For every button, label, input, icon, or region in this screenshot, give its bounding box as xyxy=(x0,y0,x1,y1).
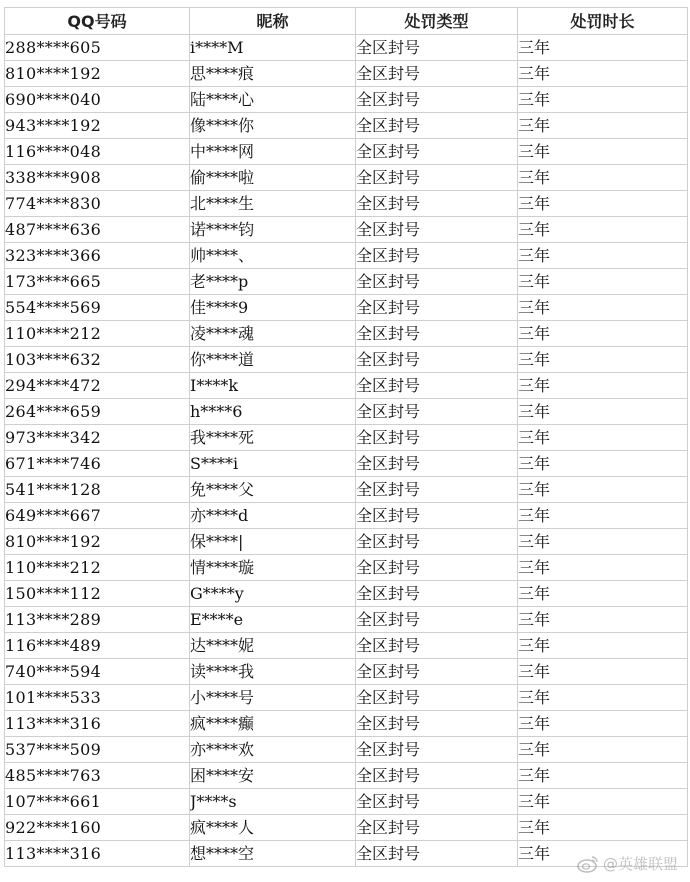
qq-number-cell: 485****763 xyxy=(5,763,190,789)
qq-number-cell: 537****509 xyxy=(5,737,190,763)
table-row xyxy=(5,789,688,815)
table-row xyxy=(5,659,688,685)
nickname-cell: i****M xyxy=(190,35,356,61)
penalty-duration-cell: 三年 xyxy=(518,35,688,61)
penalty-type-cell: 全区封号 xyxy=(356,815,518,841)
nickname-cell: J****s xyxy=(190,789,356,815)
penalty-type-cell: 全区封号 xyxy=(356,789,518,815)
table-row xyxy=(5,113,688,139)
table-row xyxy=(5,815,688,841)
penalty-duration-cell: 三年 xyxy=(518,269,688,295)
penalty-duration-cell: 三年 xyxy=(518,295,688,321)
nickname-cell: 读****我 xyxy=(190,659,356,685)
nickname-cell: 疯****癫 xyxy=(190,711,356,737)
nickname-cell: 免****父 xyxy=(190,477,356,503)
qq-number-cell: 150****112 xyxy=(5,581,190,607)
qq-number-cell: 173****665 xyxy=(5,269,190,295)
nickname-cell: 保****| xyxy=(190,529,356,555)
nickname-cell: 陆****心 xyxy=(190,87,356,113)
penalty-duration-cell: 三年 xyxy=(518,685,688,711)
nickname-cell: 佳****9 xyxy=(190,295,356,321)
penalty-duration-cell: 三年 xyxy=(518,451,688,477)
qq-number-cell: 671****746 xyxy=(5,451,190,477)
nickname-cell: 困****安 xyxy=(190,763,356,789)
nickname-cell: 北****生 xyxy=(190,191,356,217)
penalty-duration-cell: 三年 xyxy=(518,789,688,815)
nickname-cell: I****k xyxy=(190,373,356,399)
nickname-cell: G****y xyxy=(190,581,356,607)
table-row xyxy=(5,399,688,425)
qq-number-cell: 113****316 xyxy=(5,841,190,867)
column-header-nickname: 昵称 xyxy=(190,8,356,35)
nickname-cell: 情****璇 xyxy=(190,555,356,581)
qq-number-cell: 101****533 xyxy=(5,685,190,711)
penalty-type-cell: 全区封号 xyxy=(356,347,518,373)
table-row xyxy=(5,555,688,581)
qq-number-cell: 113****316 xyxy=(5,711,190,737)
table-row xyxy=(5,87,688,113)
penalty-duration-cell: 三年 xyxy=(518,477,688,503)
penalty-table xyxy=(4,7,688,867)
nickname-cell: 你****道 xyxy=(190,347,356,373)
penalty-type-cell: 全区封号 xyxy=(356,451,518,477)
nickname-cell: 老****p xyxy=(190,269,356,295)
qq-number-cell: 973****342 xyxy=(5,425,190,451)
penalty-duration-cell: 三年 xyxy=(518,347,688,373)
table-row xyxy=(5,477,688,503)
penalty-duration-cell: 三年 xyxy=(518,581,688,607)
penalty-duration-cell: 三年 xyxy=(518,191,688,217)
nickname-cell: 像****你 xyxy=(190,113,356,139)
table-row xyxy=(5,61,688,87)
penalty-duration-cell: 三年 xyxy=(518,217,688,243)
penalty-type-cell: 全区封号 xyxy=(356,399,518,425)
penalty-duration-cell: 三年 xyxy=(518,555,688,581)
penalty-type-cell: 全区封号 xyxy=(356,477,518,503)
nickname-cell: 偷****啦 xyxy=(190,165,356,191)
penalty-type-cell: 全区封号 xyxy=(356,607,518,633)
table-row xyxy=(5,607,688,633)
penalty-duration-cell: 三年 xyxy=(518,399,688,425)
qq-number-cell: 774****830 xyxy=(5,191,190,217)
watermark-text: @英雄联盟 xyxy=(602,855,678,873)
penalty-duration-cell: 三年 xyxy=(518,633,688,659)
penalty-duration-cell: 三年 xyxy=(518,763,688,789)
penalty-duration-cell: 三年 xyxy=(518,841,688,867)
header-row xyxy=(5,8,688,35)
nickname-cell: E****e xyxy=(190,607,356,633)
qq-number-cell: 943****192 xyxy=(5,113,190,139)
table-row xyxy=(5,763,688,789)
table-row xyxy=(5,633,688,659)
table-row xyxy=(5,737,688,763)
qq-number-cell: 113****289 xyxy=(5,607,190,633)
penalty-duration-cell: 三年 xyxy=(518,607,688,633)
nickname-cell: 亦****d xyxy=(190,503,356,529)
penalty-type-cell: 全区封号 xyxy=(356,555,518,581)
penalty-list-sheet xyxy=(4,7,687,867)
penalty-type-cell: 全区封号 xyxy=(356,711,518,737)
qq-number-cell: 338****908 xyxy=(5,165,190,191)
qq-number-cell: 740****594 xyxy=(5,659,190,685)
qq-number-cell: 323****366 xyxy=(5,243,190,269)
nickname-cell: 思****痕 xyxy=(190,61,356,87)
penalty-duration-cell: 三年 xyxy=(518,737,688,763)
penalty-type-cell: 全区封号 xyxy=(356,685,518,711)
penalty-duration-cell: 三年 xyxy=(518,321,688,347)
nickname-cell: 我****死 xyxy=(190,425,356,451)
table-row xyxy=(5,841,688,867)
nickname-cell: 小****号 xyxy=(190,685,356,711)
penalty-duration-cell: 三年 xyxy=(518,139,688,165)
table-row xyxy=(5,191,688,217)
table-row xyxy=(5,165,688,191)
nickname-cell: 想****空 xyxy=(190,841,356,867)
penalty-type-cell: 全区封号 xyxy=(356,191,518,217)
qq-number-cell: 294****472 xyxy=(5,373,190,399)
table-row xyxy=(5,581,688,607)
qq-number-cell: 110****212 xyxy=(5,555,190,581)
qq-number-cell: 107****661 xyxy=(5,789,190,815)
penalty-duration-cell: 三年 xyxy=(518,425,688,451)
nickname-cell: 亦****欢 xyxy=(190,737,356,763)
nickname-cell: 疯****人 xyxy=(190,815,356,841)
qq-number-cell: 922****160 xyxy=(5,815,190,841)
column-header-penalty-duration: 处罚时长 xyxy=(518,8,688,35)
nickname-cell: 帅****、 xyxy=(190,243,356,269)
table-header xyxy=(5,8,688,35)
table-row xyxy=(5,503,688,529)
qq-number-cell: 116****489 xyxy=(5,633,190,659)
penalty-type-cell: 全区封号 xyxy=(356,113,518,139)
penalty-type-cell: 全区封号 xyxy=(356,139,518,165)
table-row xyxy=(5,295,688,321)
penalty-duration-cell: 三年 xyxy=(518,659,688,685)
nickname-cell: h****6 xyxy=(190,399,356,425)
table-row xyxy=(5,685,688,711)
nickname-cell: S****i xyxy=(190,451,356,477)
qq-number-cell: 487****636 xyxy=(5,217,190,243)
table-row xyxy=(5,243,688,269)
column-header-qq: QQ号码 xyxy=(5,8,190,35)
penalty-type-cell: 全区封号 xyxy=(356,269,518,295)
penalty-type-cell: 全区封号 xyxy=(356,165,518,191)
table-row xyxy=(5,451,688,477)
table-body xyxy=(5,35,688,867)
nickname-cell: 凌****魂 xyxy=(190,321,356,347)
table-row xyxy=(5,425,688,451)
penalty-duration-cell: 三年 xyxy=(518,165,688,191)
penalty-type-cell: 全区封号 xyxy=(356,295,518,321)
penalty-type-cell: 全区封号 xyxy=(356,61,518,87)
qq-number-cell: 690****040 xyxy=(5,87,190,113)
penalty-duration-cell: 三年 xyxy=(518,243,688,269)
penalty-duration-cell: 三年 xyxy=(518,503,688,529)
penalty-type-cell: 全区封号 xyxy=(356,321,518,347)
qq-number-cell: 554****569 xyxy=(5,295,190,321)
column-header-penalty-type: 处罚类型 xyxy=(356,8,518,35)
qq-number-cell: 810****192 xyxy=(5,529,190,555)
penalty-type-cell: 全区封号 xyxy=(356,87,518,113)
penalty-duration-cell: 三年 xyxy=(518,373,688,399)
table-row xyxy=(5,711,688,737)
penalty-type-cell: 全区封号 xyxy=(356,581,518,607)
penalty-duration-cell: 三年 xyxy=(518,87,688,113)
penalty-type-cell: 全区封号 xyxy=(356,659,518,685)
qq-number-cell: 103****632 xyxy=(5,347,190,373)
penalty-type-cell: 全区封号 xyxy=(356,529,518,555)
nickname-cell: 中****网 xyxy=(190,139,356,165)
qq-number-cell: 264****659 xyxy=(5,399,190,425)
penalty-duration-cell: 三年 xyxy=(518,529,688,555)
table-row xyxy=(5,217,688,243)
penalty-type-cell: 全区封号 xyxy=(356,373,518,399)
qq-number-cell: 110****212 xyxy=(5,321,190,347)
penalty-type-cell: 全区封号 xyxy=(356,737,518,763)
nickname-cell: 诺****钧 xyxy=(190,217,356,243)
table-row xyxy=(5,321,688,347)
penalty-type-cell: 全区封号 xyxy=(356,503,518,529)
penalty-type-cell: 全区封号 xyxy=(356,425,518,451)
table-row xyxy=(5,269,688,295)
penalty-type-cell: 全区封号 xyxy=(356,841,518,867)
penalty-type-cell: 全区封号 xyxy=(356,243,518,269)
penalty-type-cell: 全区封号 xyxy=(356,35,518,61)
qq-number-cell: 541****128 xyxy=(5,477,190,503)
table-row xyxy=(5,35,688,61)
qq-number-cell: 116****048 xyxy=(5,139,190,165)
penalty-type-cell: 全区封号 xyxy=(356,217,518,243)
table-row xyxy=(5,529,688,555)
penalty-type-cell: 全区封号 xyxy=(356,763,518,789)
table-row xyxy=(5,373,688,399)
table-row xyxy=(5,347,688,373)
penalty-duration-cell: 三年 xyxy=(518,711,688,737)
penalty-type-cell: 全区封号 xyxy=(356,633,518,659)
qq-number-cell: 810****192 xyxy=(5,61,190,87)
table-row xyxy=(5,139,688,165)
penalty-duration-cell: 三年 xyxy=(518,61,688,87)
qq-number-cell: 649****667 xyxy=(5,503,190,529)
penalty-duration-cell: 三年 xyxy=(518,815,688,841)
qq-number-cell: 288****605 xyxy=(5,35,190,61)
nickname-cell: 达****妮 xyxy=(190,633,356,659)
penalty-duration-cell: 三年 xyxy=(518,113,688,139)
